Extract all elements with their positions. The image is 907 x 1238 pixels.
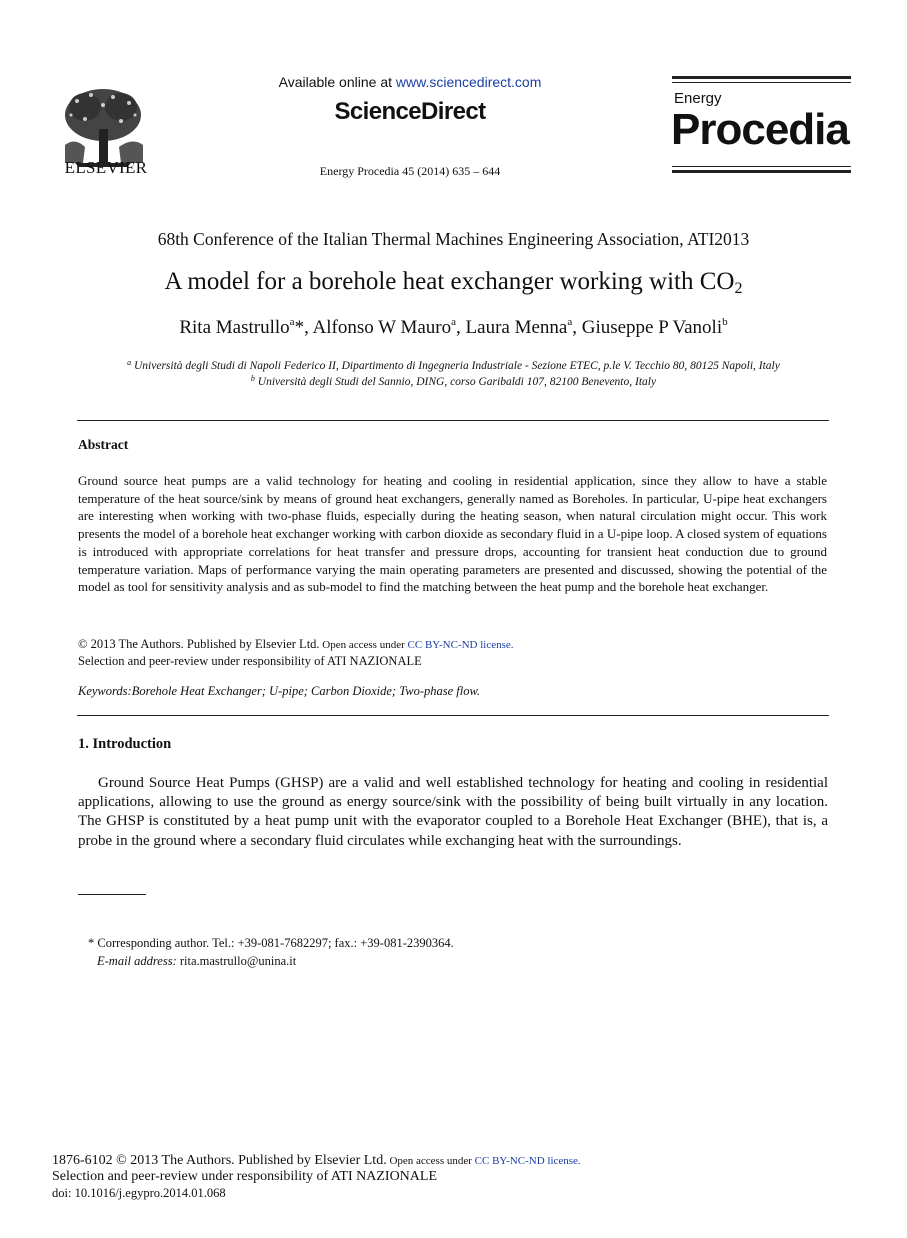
journal-logo-procedia: Procedia <box>671 105 849 154</box>
keywords-line <box>78 684 827 699</box>
keywords-text: Borehole Heat Exchanger; U-pipe; Carbon Dioxide; Two-phase flow. <box>131 684 481 698</box>
email-label: E-mail address: <box>97 954 177 968</box>
license-link[interactable]: CC BY-NC-ND license. <box>474 1155 581 1167</box>
paper-title-text: A model for a borehole heat exchanger working with CO <box>164 268 735 295</box>
author-separator: *, <box>294 317 313 338</box>
author-separator: , <box>456 317 466 338</box>
issn-copyright-text: 1876-6102 © 2013 The Authors. Published by Elsevier Ltd. <box>52 1153 387 1168</box>
author-name: Laura Menna <box>465 317 568 338</box>
journal-logo-rule <box>672 170 851 173</box>
journal-logo-rule <box>672 166 851 167</box>
footnote-rule <box>78 894 146 895</box>
introduction-heading: 1. Introduction <box>78 736 172 752</box>
affiliation-text: Università degli Studi del Sannio, DING, corso Garibaldi 107, 82100 Benevento, Italy <box>254 376 657 388</box>
peer-review-line: Selection and peer-review under responsibility of ATI NAZIONALE <box>78 654 422 668</box>
available-online-text: Available online at <box>278 74 396 90</box>
elsevier-wordmark: ELSEVIER <box>64 158 148 177</box>
journal-logo-rule <box>672 82 851 83</box>
license-link[interactable]: CC BY-NC-ND license. <box>407 639 514 651</box>
email-address: rita.mastrullo@unina.it <box>176 954 297 968</box>
abstract-body: Ground source heat pumps are a valid technology for heating and cooling in residential application, since they allow to have a stable temperature of the heat source/sink by means of ground heat exchangers, generally named as Boreholes. In particular, U-pipe heat exchangers are interesting when working with two-phase fluids, especially during the heating season, when natural circulation might occur. This work presents the model of a borehole heat exchanger working with carbon dioxide as secondary fluid in a U-pipe loop. A closed system of equations is introduced with appropriate correlations for heat transfer and pressure drops, accounting for transient heat conduction due to ground temperature variation. Maps of performance varying the main operating parameters are presented and discussed, showing the potential of the model as tool for sensitivity analysis and as sub-model to find the matching between the heat pump and the borehole heat exchanger. <box>78 473 827 595</box>
open-access-text: Open access under <box>386 1155 475 1167</box>
paper-title <box>60 268 847 298</box>
email-note <box>97 954 296 969</box>
available-online-line <box>230 74 590 90</box>
issn-copyright-line <box>52 1153 581 1169</box>
copyright-line <box>78 637 827 652</box>
sciencedirect-brand: ScienceDirect <box>334 98 486 125</box>
author-name: Alfonso W Mauro <box>312 317 452 338</box>
journal-citation: Energy Procedia 45 (2014) 635 – 644 <box>319 164 501 178</box>
affiliation <box>60 374 847 388</box>
affiliation-mark: b <box>250 374 255 383</box>
section-divider <box>77 715 829 716</box>
section-divider <box>77 420 829 421</box>
corresponding-author-note: * Corresponding author. Tel.: +39-081-7682297; fax.: +39-081-2390364. <box>88 936 454 950</box>
paper-title-subscript: 2 <box>734 280 743 297</box>
copyright-text: © 2013 The Authors. Published by Elsevier Ltd. <box>78 637 320 651</box>
affiliation-mark: a <box>127 358 132 367</box>
introduction-body: Ground Source Heat Pumps (GHSP) are a valid and well established technology for heating and cooling in residential applications, allowing to use the ground as energy source/sink with the possibility of being built virtually in any location. The GHSP is constituted by a heat pump unit with the evaporator coupled to a Borehole Heat Exchanger (BHE), that is, a probe in the ground where a secondary fluid circulates while exchanging heat with the surroundings. <box>78 775 828 849</box>
author-affiliation-mark: b <box>722 316 728 328</box>
doi-line: doi: 10.1016/j.egypro.2014.01.068 <box>52 1186 226 1200</box>
author-affiliation-mark: a <box>451 316 457 328</box>
keywords-label: Keywords: <box>78 684 132 698</box>
journal-logo-energy: Energy <box>674 90 722 107</box>
author-separator: , <box>572 317 582 338</box>
bottom-peer-review-line: Selection and peer-review under responsibility of ATI NAZIONALE <box>52 1169 437 1184</box>
journal-logo-rule <box>672 76 851 79</box>
author-list <box>60 316 847 339</box>
affiliation-text: Università degli Studi di Napoli Federico II, Dipartimento di Ingegneria Industriale - Sezione ETEC, p.le V. Tecchio 80, 80125 Napoli, Italy <box>131 360 780 372</box>
sciencedirect-link[interactable]: www.sciencedirect.com <box>395 74 542 90</box>
author-name: Giuseppe P Vanoli <box>581 317 723 338</box>
open-access-text: Open access under <box>319 639 408 651</box>
author-affiliation-mark: a <box>567 316 573 328</box>
author-affiliation-mark: a <box>289 316 295 328</box>
author-name: Rita Mastrullo <box>179 317 290 338</box>
conference-name: 68th Conference of the Italian Thermal Machines Engineering Association, ATI2013 <box>157 229 750 249</box>
affiliation <box>60 358 847 372</box>
abstract-heading: Abstract <box>78 437 129 452</box>
